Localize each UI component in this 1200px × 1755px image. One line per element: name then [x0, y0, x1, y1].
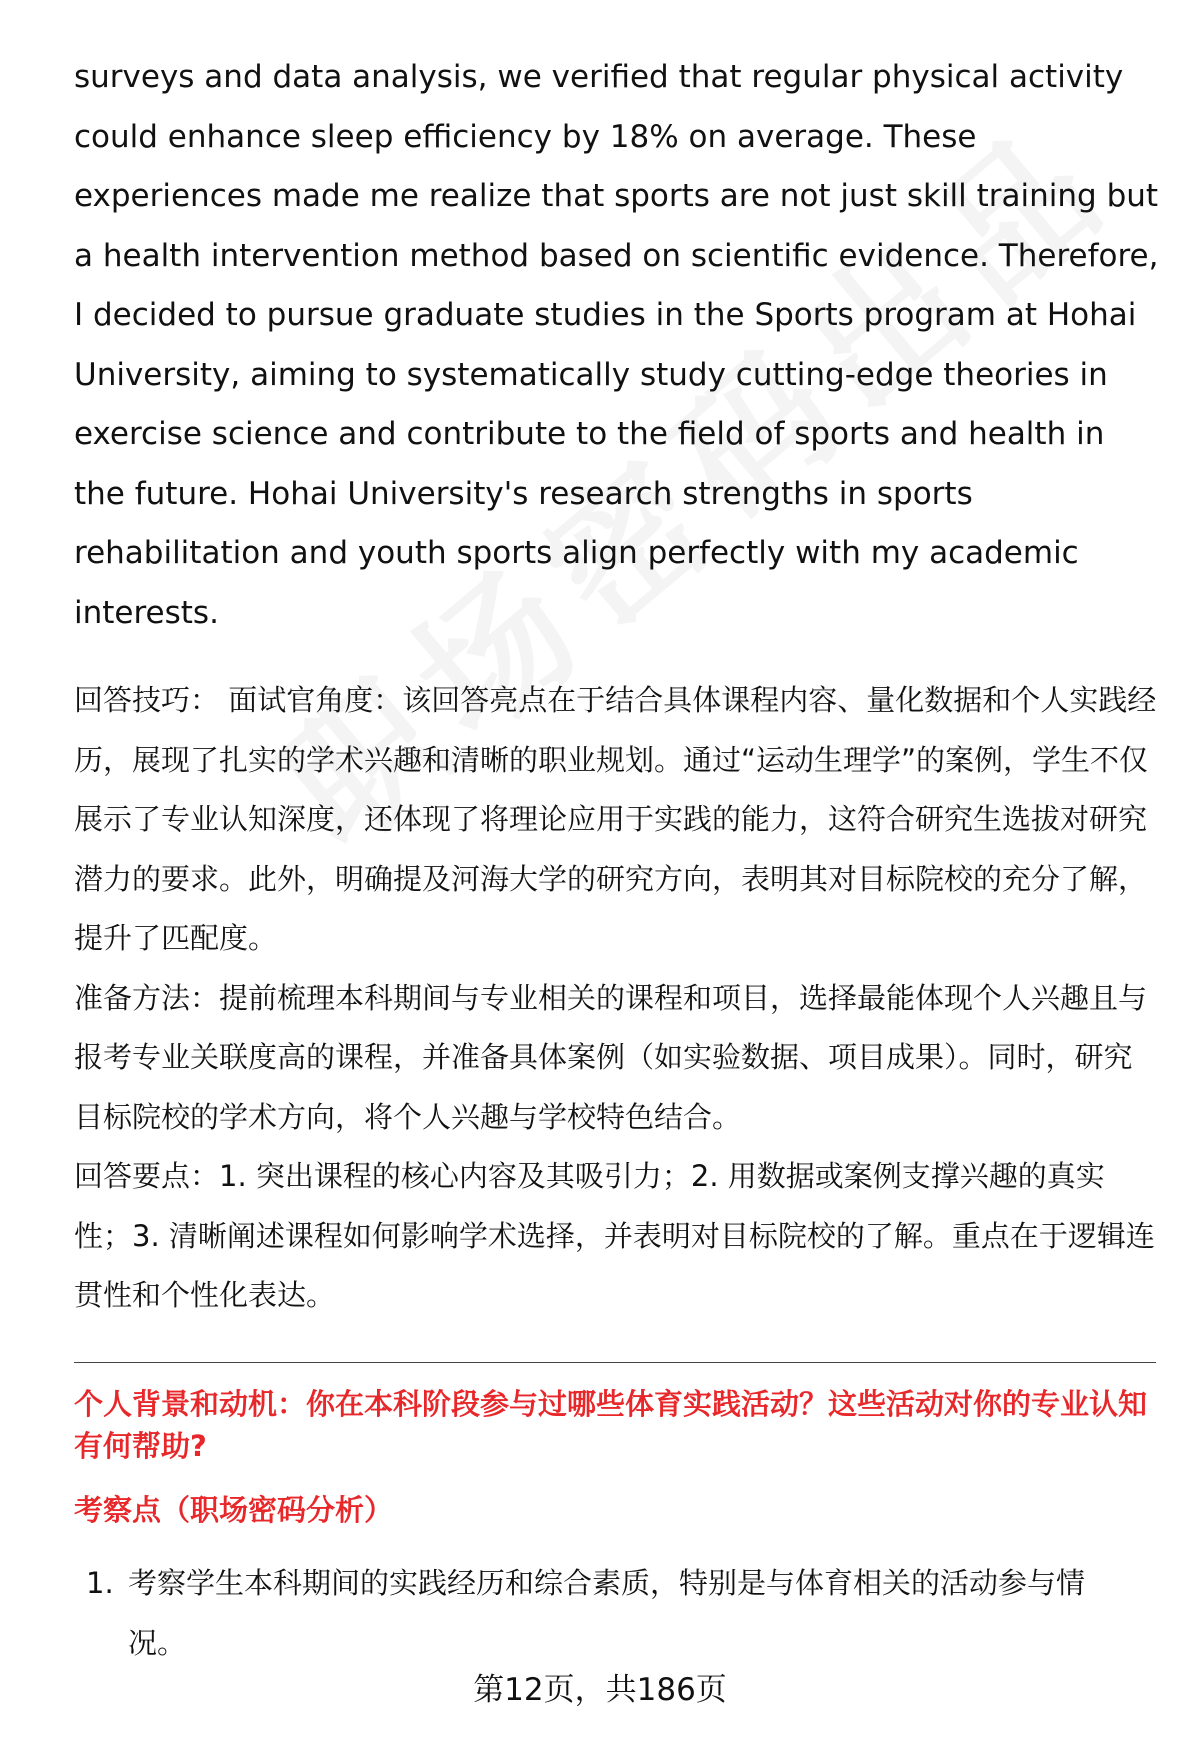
analysis-point-list [74, 1553, 1160, 1673]
page-content [74, 48, 1160, 1673]
answer-skill-text: 回答技巧： 面试官角度：该回答亮点在于结合具体课程内容、量化数据和个人实践经历，展现了扎实的学术兴趣和清晰的职业规划。通过“运动生理学”的案例，学生不仅展示了专业认知深度，还体现了将理论应用于实践的能力，这符合研究生选拔对研究潜力的要求。此外，明确提及河海大学的研究方向，表明其对目标院校的充分了解，提升了匹配度。 [74, 683, 1157, 955]
page-footer: 第12页，共186页 [473, 1672, 727, 1708]
list-item-number: 1. [86, 1565, 114, 1600]
section-divider [74, 1362, 1156, 1363]
list-item-text: 考察学生本科期间的实践经历和综合素质，特别是与体育相关的活动参与情况。 [128, 1565, 1086, 1660]
tips-section [74, 671, 1160, 1326]
answer-paragraph: surveys and data analysis, we verified that regular physical activity could enhance sleep efficiency by 18% on average. These experiences made me realize that sports are not just skill training but a health intervention method based on scientific evidence. Therefore, I decided to pursue graduate studies in the Sports program at Hohai University, aiming to systematically study cutting-edge theories in exercise science and contribute to the field of sports and health in the future. Hohai University's research strengths in sports rehabilitation and youth sports align perfectly with my academic interests. [74, 59, 1159, 631]
preparation-text: 准备方法：提前梳理本科期间与专业相关的课程和项目，选择最能体现个人兴趣且与报考专业关联度高的课程，并准备具体案例（如实验数据、项目成果）。同时，研究目标院校的学术方向，将个人兴趣与学校特色结合。 [74, 980, 1148, 1134]
list-item [86, 1553, 1160, 1673]
analysis-section-title: 考察点（职场密码分析） [74, 1492, 394, 1527]
key-points-text: 回答要点：1. 突出课程的核心内容及其吸引力；2. 用数据或案例支撑兴趣的真实性；3. 清晰阐述课程如何影响学术选择，并表明对目标院校的了解。重点在于逻辑连贯性和个性化表达。 [74, 1159, 1155, 1312]
question-heading: 个人背景和动机：你在本科阶段参与过哪些体育实践活动？这些活动对你的专业认知有何帮助? [74, 1386, 1148, 1463]
